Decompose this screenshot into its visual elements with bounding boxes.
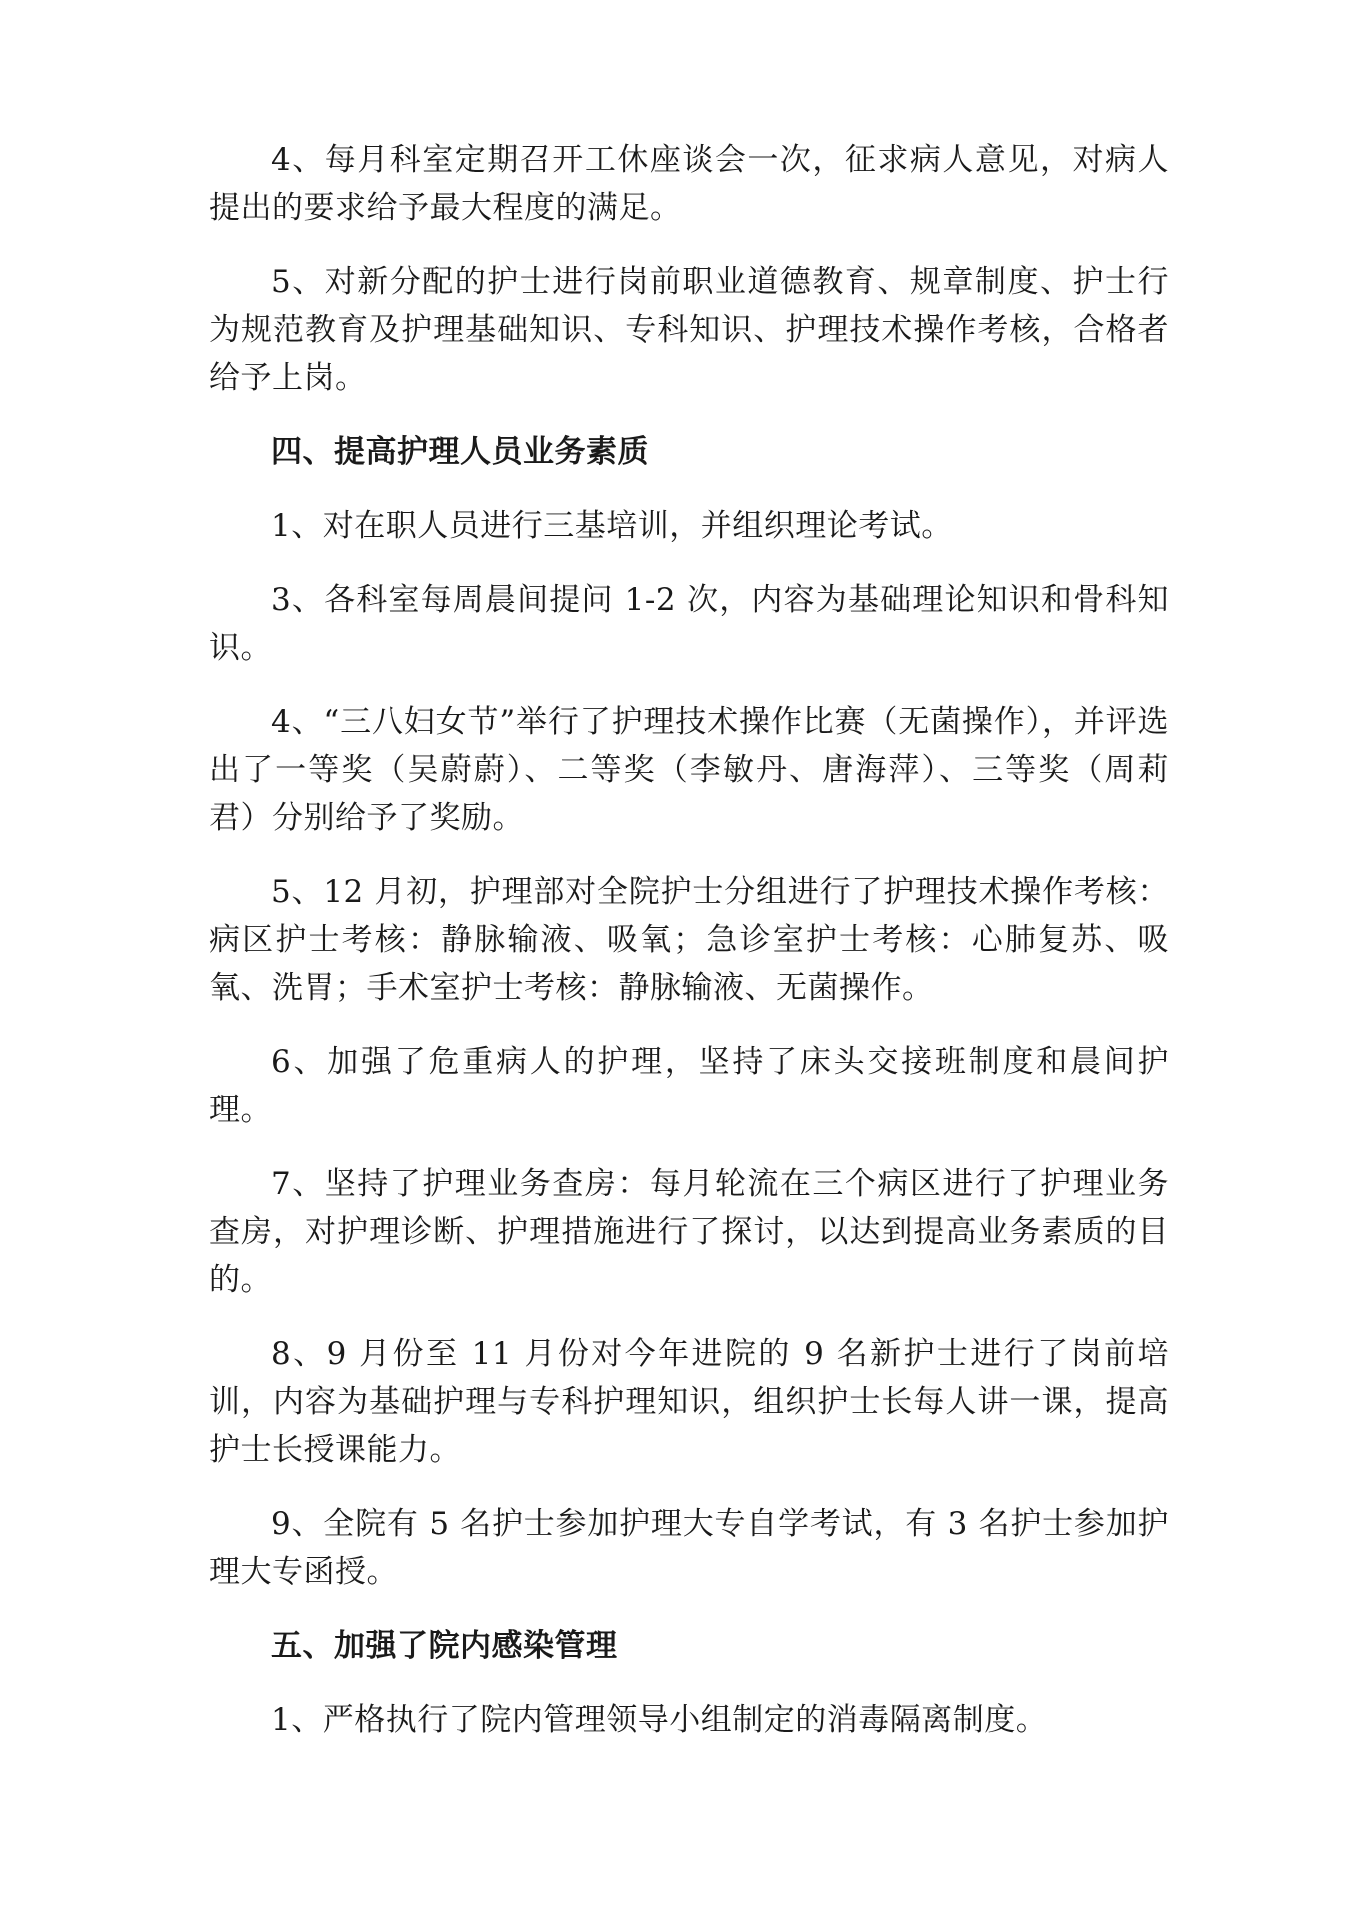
section-heading-5: 五、加强了院内感染管理 (271, 1628, 618, 1664)
paragraph-item-5-skill-assessment: 5、12 月初，护理部对全院护士分组进行了护理技术操作考核：病区护士考核：静脉输液、吸氧；急诊室护士考核：心肺复苏、吸氧、洗胃；手术室护士考核：静脉输液、无菌操作。 (209, 874, 1169, 1006)
paragraph-item-4-competition: 4、“三八妇女节”举行了护理技术操作比赛（无菌操作），并评选出了一等奖（吴蔚蔚）、二等奖（李敏丹、唐海萍）、三等奖（周莉君）分别给予了奖励。 (209, 704, 1169, 836)
paragraph-item-1-disinfection: 1、严格执行了院内管理领导小组制定的消毒隔离制度。 (271, 1702, 1048, 1738)
paragraph-item-7-ward-rounds: 7、坚持了护理业务查房：每月轮流在三个病区进行了护理业务查房，对护理诊断、护理措施进行了探讨，以达到提高业务素质的目的。 (209, 1166, 1169, 1298)
paragraph-item-6-critical-care: 6、加强了危重病人的护理，坚持了床头交接班制度和晨间护理。 (209, 1044, 1169, 1128)
paragraph-item-5-new-nurse-training: 5、对新分配的护士进行岗前职业道德教育、规章制度、护士行为规范教育及护理基础知识、专科知识、护理技术操作考核，合格者给予上岗。 (209, 264, 1169, 396)
section-heading-4: 四、提高护理人员业务素质 (271, 434, 649, 470)
paragraph-item-4-feedback: 4、每月科室定期召开工休座谈会一次，征求病人意见，对病人提出的要求给予最大程度的满足。 (209, 142, 1169, 226)
paragraph-item-9-further-education: 9、全院有 5 名护士参加护理大专自学考试，有 3 名护士参加护理大专函授。 (209, 1506, 1169, 1590)
paragraph-item-8-orientation: 8、9 月份至 11 月份对今年进院的 9 名新护士进行了岗前培训，内容为基础护理与专科护理知识，组织护士长每人讲一课，提高护士长授课能力。 (209, 1336, 1169, 1468)
document-body (209, 136, 1169, 1770)
paragraph-item-1-basic-training: 1、对在职人员进行三基培训，并组织理论考试。 (271, 508, 953, 544)
paragraph-item-3-morning-questions: 3、各科室每周晨间提问 1-2 次，内容为基础理论知识和骨科知识。 (209, 582, 1169, 666)
